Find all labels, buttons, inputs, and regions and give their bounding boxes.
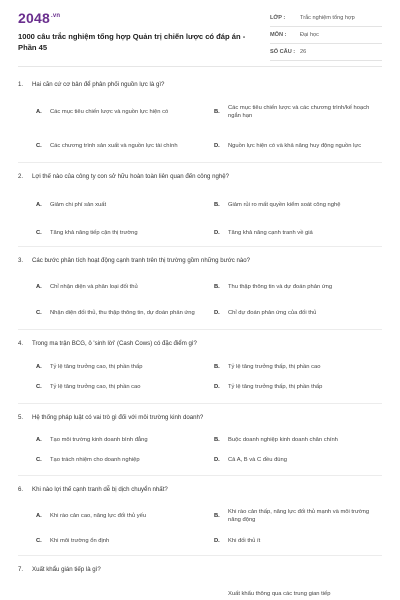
- option-letter: C.: [36, 537, 42, 544]
- question-7: [18, 556, 382, 600]
- option-letter: A.: [36, 201, 42, 208]
- option-text: Chỉ dự đoán phản ứng của đối thủ: [228, 309, 317, 316]
- option-letter: D.: [214, 309, 220, 316]
- option-letter: C.: [36, 142, 42, 149]
- option-text: Khi đối thủ ít: [228, 537, 261, 544]
- option-text: Khi rào cản cao, năng lực đối thủ yếu: [50, 512, 147, 519]
- logo-text: 2048: [18, 10, 50, 26]
- option-text: Giảm rủi ro mất quyền kiểm soát công nghệ: [228, 201, 341, 208]
- option-d[interactable]: [214, 224, 378, 242]
- option-text: Tạo môi trường kinh doanh bình đẳng: [50, 436, 148, 443]
- option-letter: D.: [214, 456, 220, 463]
- option-d[interactable]: [214, 381, 378, 393]
- option-letter: D.: [214, 229, 220, 236]
- meta-value: Đại học: [300, 32, 319, 38]
- question-stem: Hai căn cứ cơ bản để phân phối nguồn lực là gì?: [32, 81, 165, 88]
- question-2: [18, 163, 382, 247]
- option-letter: D.: [214, 383, 220, 390]
- question-number: 4.: [18, 340, 24, 347]
- option-letter: B.: [214, 283, 220, 290]
- option-text: Nhận diện đối thủ, thu thập thông tin, dự đoán phản ứng: [50, 309, 195, 316]
- question-text: [18, 413, 382, 422]
- document-header: [18, 10, 382, 62]
- option-text: Tăng khả năng tiếp cận thị trường: [50, 229, 138, 236]
- question-6: [18, 476, 382, 556]
- option-a[interactable]: [36, 507, 200, 525]
- question-stem: Lợi thế nào của công ty con sở hữu hoàn toàn liên quan đến công nghệ?: [32, 173, 230, 180]
- option-text: Giảm chi phí sản xuất: [50, 201, 107, 208]
- option-letter: A.: [36, 436, 42, 443]
- option-text: Tỷ lệ tăng trưởng thấp, thị phần thấp: [228, 383, 323, 390]
- question-number: 6.: [18, 486, 24, 493]
- option-text: Tỷ lệ tăng trưởng thấp, thị phần cao: [228, 363, 321, 370]
- meta-table: [270, 10, 382, 61]
- option-text: Xuất khẩu thông qua các trung gian tiếp: [228, 590, 331, 597]
- meta-value: Trắc nghiệm tổng hợp: [300, 15, 355, 21]
- option-letter: B.: [214, 201, 220, 208]
- meta-key: SỐ CÂU :: [270, 49, 296, 55]
- option-text: Thu thập thông tin và dự đoán phản ứng: [228, 283, 333, 290]
- question-5: [18, 404, 382, 476]
- option-text: Các chương trình sản xuất và nguồn lực tài chính: [50, 142, 178, 149]
- meta-value: 26: [300, 49, 307, 55]
- option-a[interactable]: [36, 103, 200, 121]
- option-a[interactable]: [36, 361, 200, 373]
- question-text: [18, 339, 382, 348]
- option-c[interactable]: [36, 304, 200, 322]
- question-stem: Hệ thống pháp luật có vai trò gì đối với môi trường kinh doanh?: [32, 414, 204, 421]
- option-d[interactable]: [214, 304, 378, 322]
- question-stem: Xuất khẩu gián tiếp là gì?: [32, 566, 101, 573]
- meta-row-class: [270, 10, 382, 27]
- question-4: [18, 330, 382, 404]
- option-text: Cả A, B và C đều đúng: [228, 456, 287, 463]
- option-d[interactable]: [214, 535, 378, 547]
- option-letter: D.: [214, 537, 220, 544]
- question-number: 1.: [18, 81, 24, 88]
- option-d[interactable]: [214, 454, 378, 466]
- option-text: Các mục tiêu chiến lược và nguồn lực hiện có: [50, 108, 169, 115]
- option-b[interactable]: [214, 434, 378, 446]
- question-number: 5.: [18, 414, 24, 421]
- question-stem: Các bước phân tích hoạt động cạnh tranh trên thị trường gồm những bước nào?: [32, 257, 251, 264]
- option-b[interactable]: [214, 278, 378, 296]
- meta-key: LỚP :: [270, 15, 286, 21]
- option-letter: B.: [214, 436, 220, 443]
- question-stem: Trong ma trận BCG, ô 'sinh lời' (Cash Cows) có đặc điểm gì?: [32, 340, 197, 347]
- header-divider: [18, 66, 382, 67]
- option-text: Nguồn lực hiện có và khả năng huy động nguồn lực: [228, 142, 362, 149]
- option-b[interactable]: [214, 361, 378, 373]
- question-number: 7.: [18, 566, 24, 573]
- document-title: 1000 câu trắc nghiệm tổng hợp Quản trị chiến lược có đáp án - Phần 45: [18, 32, 246, 52]
- question-stem: Khi nào lợi thế cạnh tranh dễ bị dịch chuyển nhất?: [32, 486, 168, 493]
- option-text: Tỷ lệ tăng trưởng cao, thị phần cao: [50, 383, 141, 390]
- option-d[interactable]: [214, 137, 378, 155]
- option-a[interactable]: [36, 434, 200, 446]
- option-letter: B.: [214, 512, 220, 519]
- option-b[interactable]: [214, 507, 378, 525]
- question-1: [18, 76, 382, 163]
- option-c[interactable]: [36, 224, 200, 242]
- option-text: Các mục tiêu chiến lược và các chương trình/kế hoạch ngắn hạn: [228, 104, 370, 119]
- option-b[interactable]: [214, 103, 378, 121]
- question-list: [18, 76, 382, 600]
- question-number: 2.: [18, 173, 24, 180]
- option-text: Tăng khả năng cạnh tranh về giá: [228, 229, 313, 236]
- option-b[interactable]: [214, 196, 378, 214]
- question-text: [18, 256, 382, 265]
- option-c[interactable]: [36, 137, 200, 155]
- question-text: [18, 80, 382, 89]
- logo-suffix: .vn: [50, 13, 61, 20]
- option-text: Buộc doanh nghiệp kinh doanh chân chính: [228, 436, 338, 443]
- option-text: Khi môi trường ổn định: [50, 537, 110, 544]
- question-text: [18, 172, 382, 181]
- meta-key: MÔN :: [270, 32, 287, 38]
- option-letter: C.: [36, 309, 42, 316]
- option-letter: A.: [36, 283, 42, 290]
- option-letter: C.: [36, 229, 42, 236]
- option-a[interactable]: [36, 278, 200, 296]
- option-c[interactable]: [36, 535, 200, 547]
- site-logo[interactable]: [18, 10, 60, 26]
- meta-row-subject: [270, 27, 382, 44]
- option-text: Khi rào cản thấp, năng lực đối thủ mạnh và môi trường năng động: [228, 508, 370, 523]
- option-text: Tỷ lệ tăng trưởng cao, thị phần thấp: [50, 363, 143, 370]
- meta-row-count: [270, 44, 382, 61]
- option-b[interactable]: [214, 589, 378, 599]
- option-letter: B.: [214, 108, 220, 115]
- option-text: Tạo trách nhiệm cho doanh nghiệp: [50, 456, 140, 463]
- option-letter: C.: [36, 456, 42, 463]
- option-text: Chỉ nhận diện và phân loại đối thủ: [50, 283, 138, 290]
- option-letter: B.: [214, 363, 220, 370]
- option-letter: D.: [214, 142, 220, 149]
- option-a[interactable]: [36, 196, 200, 214]
- option-c[interactable]: [36, 454, 200, 466]
- option-letter: A.: [36, 512, 42, 519]
- option-letter: A.: [36, 363, 42, 370]
- question-3: [18, 247, 382, 330]
- question-text: [18, 485, 382, 494]
- option-letter: A.: [36, 108, 42, 115]
- question-number: 3.: [18, 257, 24, 264]
- option-letter: C.: [36, 383, 42, 390]
- option-c[interactable]: [36, 381, 200, 393]
- question-text: [18, 565, 382, 574]
